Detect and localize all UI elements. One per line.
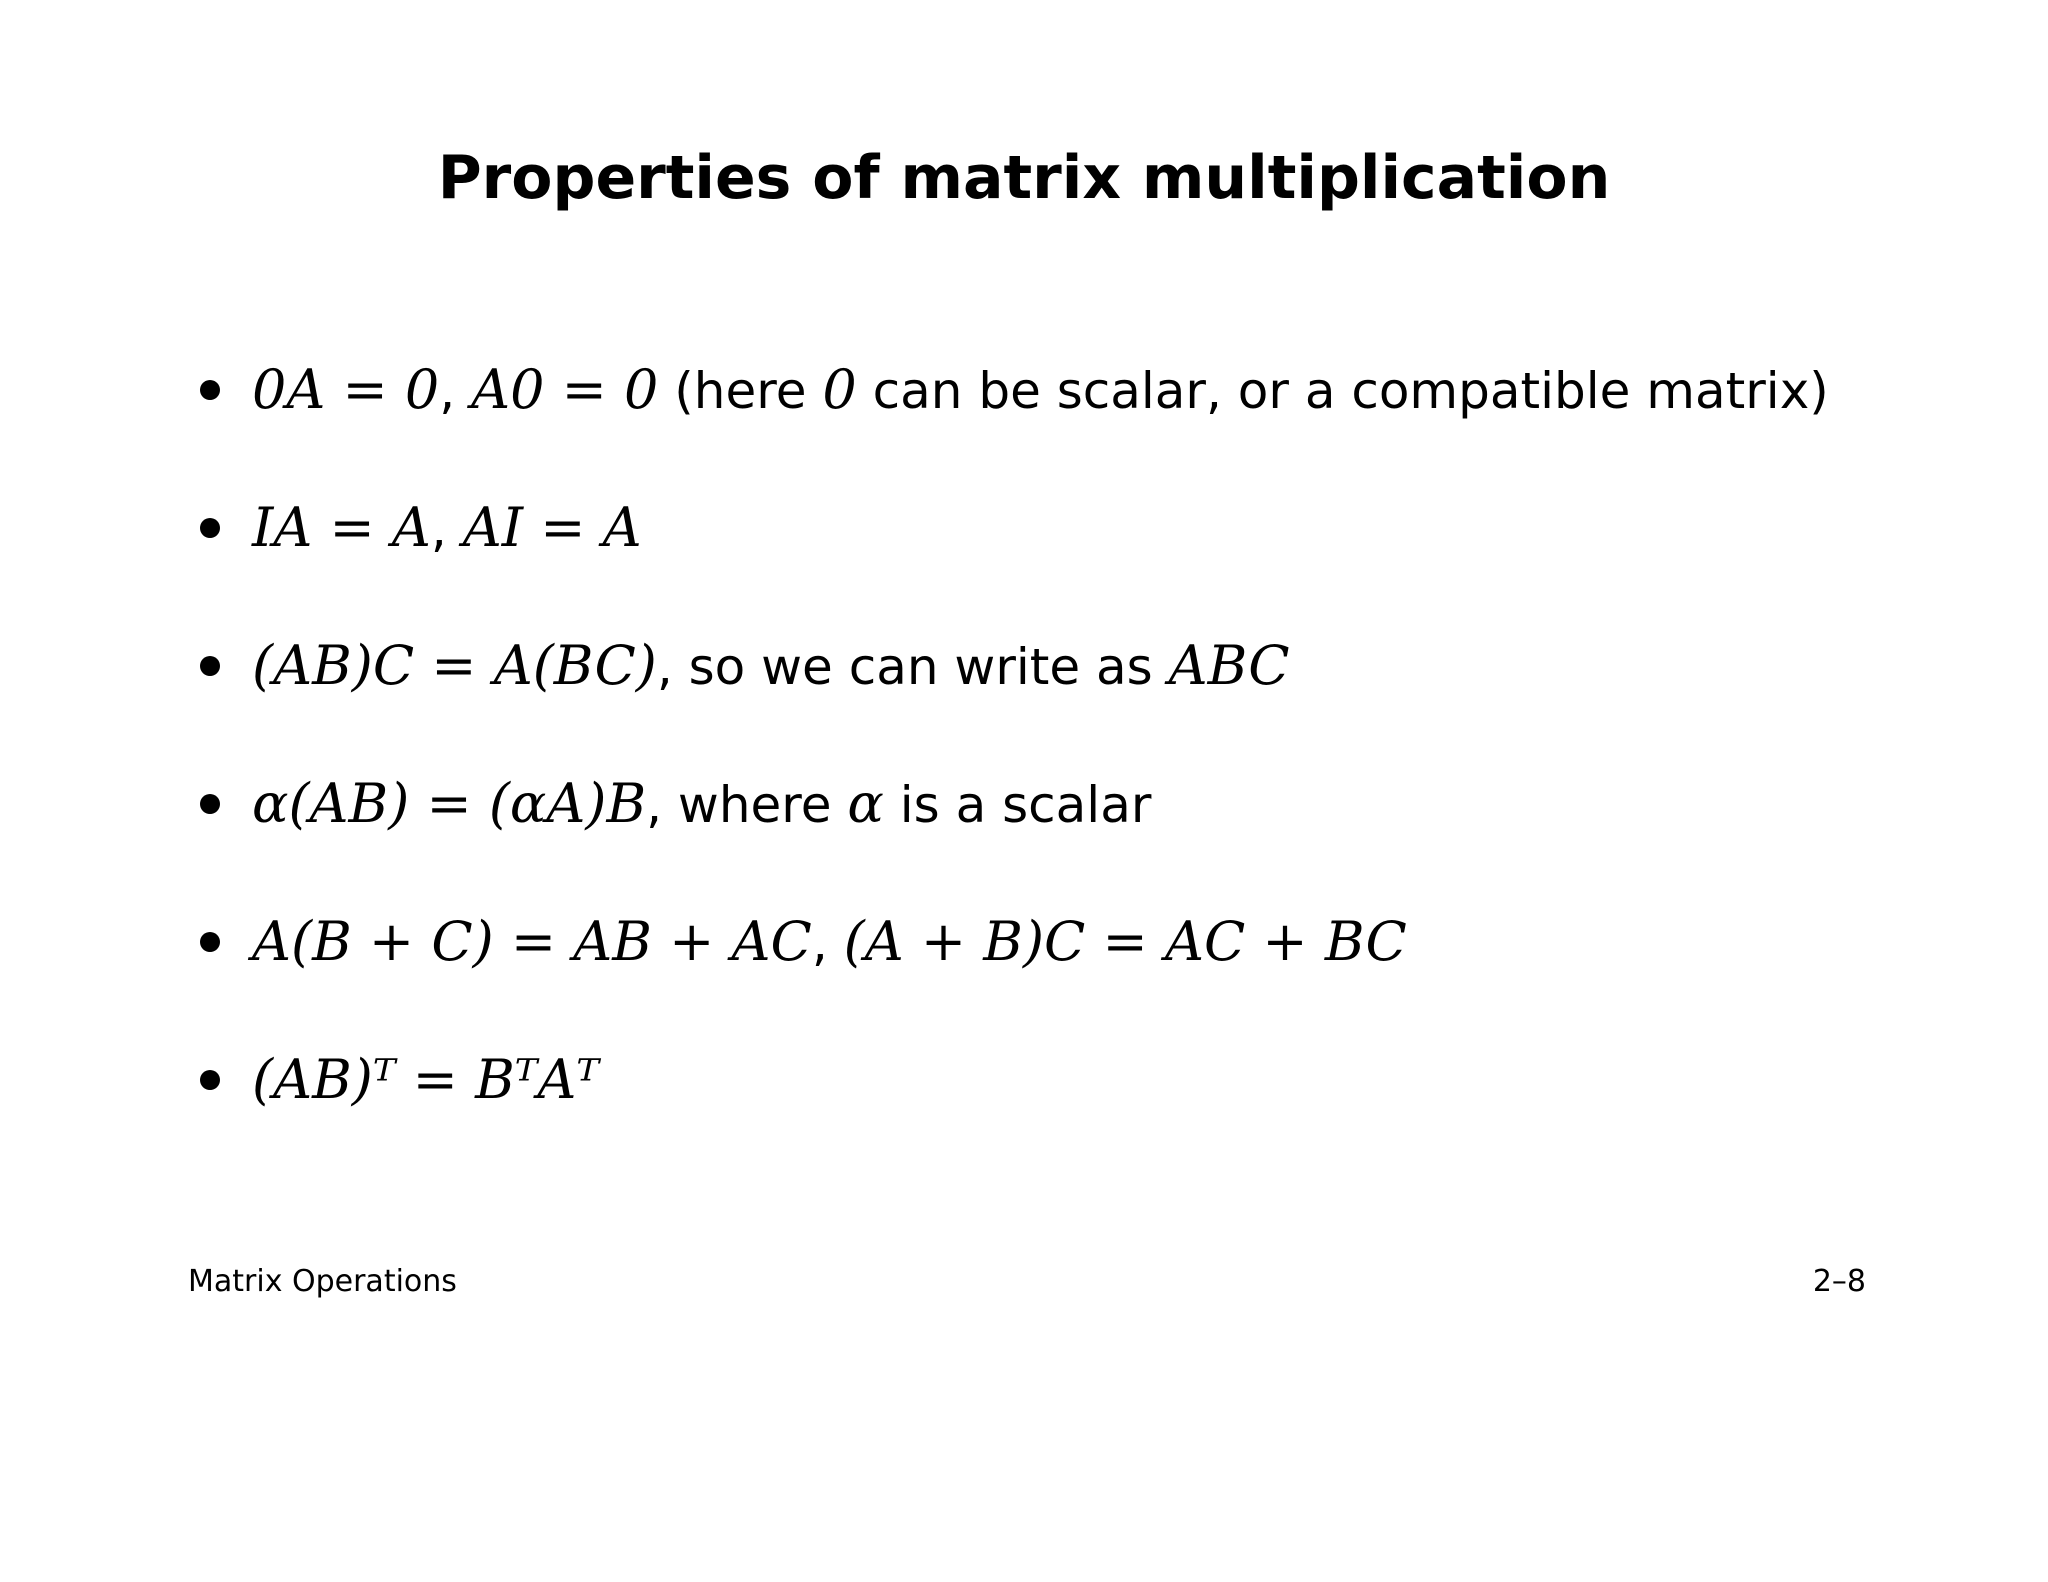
bullet-dot-icon	[200, 1070, 220, 1090]
bullet-item	[196, 488, 1829, 626]
bullet-text: (here	[658, 362, 823, 420]
bullet-item	[196, 350, 1829, 488]
math-expression: IA = A	[252, 496, 431, 559]
footer-section-title: Matrix Operations	[188, 1264, 457, 1299]
bullet-text: ,	[439, 362, 472, 420]
math-expression: A(B + C) = AB + AC	[252, 910, 812, 973]
bullet-text: ,	[430, 500, 463, 558]
bullet-dot-icon	[200, 380, 220, 400]
math-expression: (AB)ᵀ = BᵀAᵀ	[252, 1048, 600, 1111]
math-expression: AI = A	[462, 496, 642, 559]
math-expression: 0A = 0	[252, 358, 440, 421]
math-expression: α(AB) = (αA)B	[252, 772, 647, 835]
math-expression: A0 = 0	[471, 358, 659, 421]
bullet-item	[196, 1040, 1829, 1178]
bullet-dot-icon	[200, 794, 220, 814]
math-expression: 0	[822, 358, 857, 421]
bullet-text: can be scalar, or a compatible matrix)	[856, 362, 1829, 420]
bullet-dot-icon	[200, 932, 220, 952]
bullet-list	[196, 350, 1829, 1178]
math-expression: (AB)C = A(BC)	[252, 634, 657, 697]
bullet-item	[196, 902, 1829, 1040]
math-expression: (A + B)C = AC + BC	[843, 910, 1407, 973]
math-expression: ABC	[1168, 634, 1290, 697]
math-expression: α	[847, 772, 884, 835]
bullet-text: , so we can write as	[656, 638, 1169, 696]
slide-title: Properties of matrix multiplication	[437, 143, 1611, 213]
bullet-text: ,	[811, 914, 844, 972]
bullet-dot-icon	[200, 518, 220, 538]
bullet-item	[196, 764, 1829, 902]
bullet-dot-icon	[200, 656, 220, 676]
bullet-text: , where	[646, 776, 848, 834]
bullet-text: is a scalar	[883, 776, 1152, 834]
footer-page-number: 2–8	[1812, 1264, 1866, 1299]
bullet-item	[196, 626, 1829, 764]
